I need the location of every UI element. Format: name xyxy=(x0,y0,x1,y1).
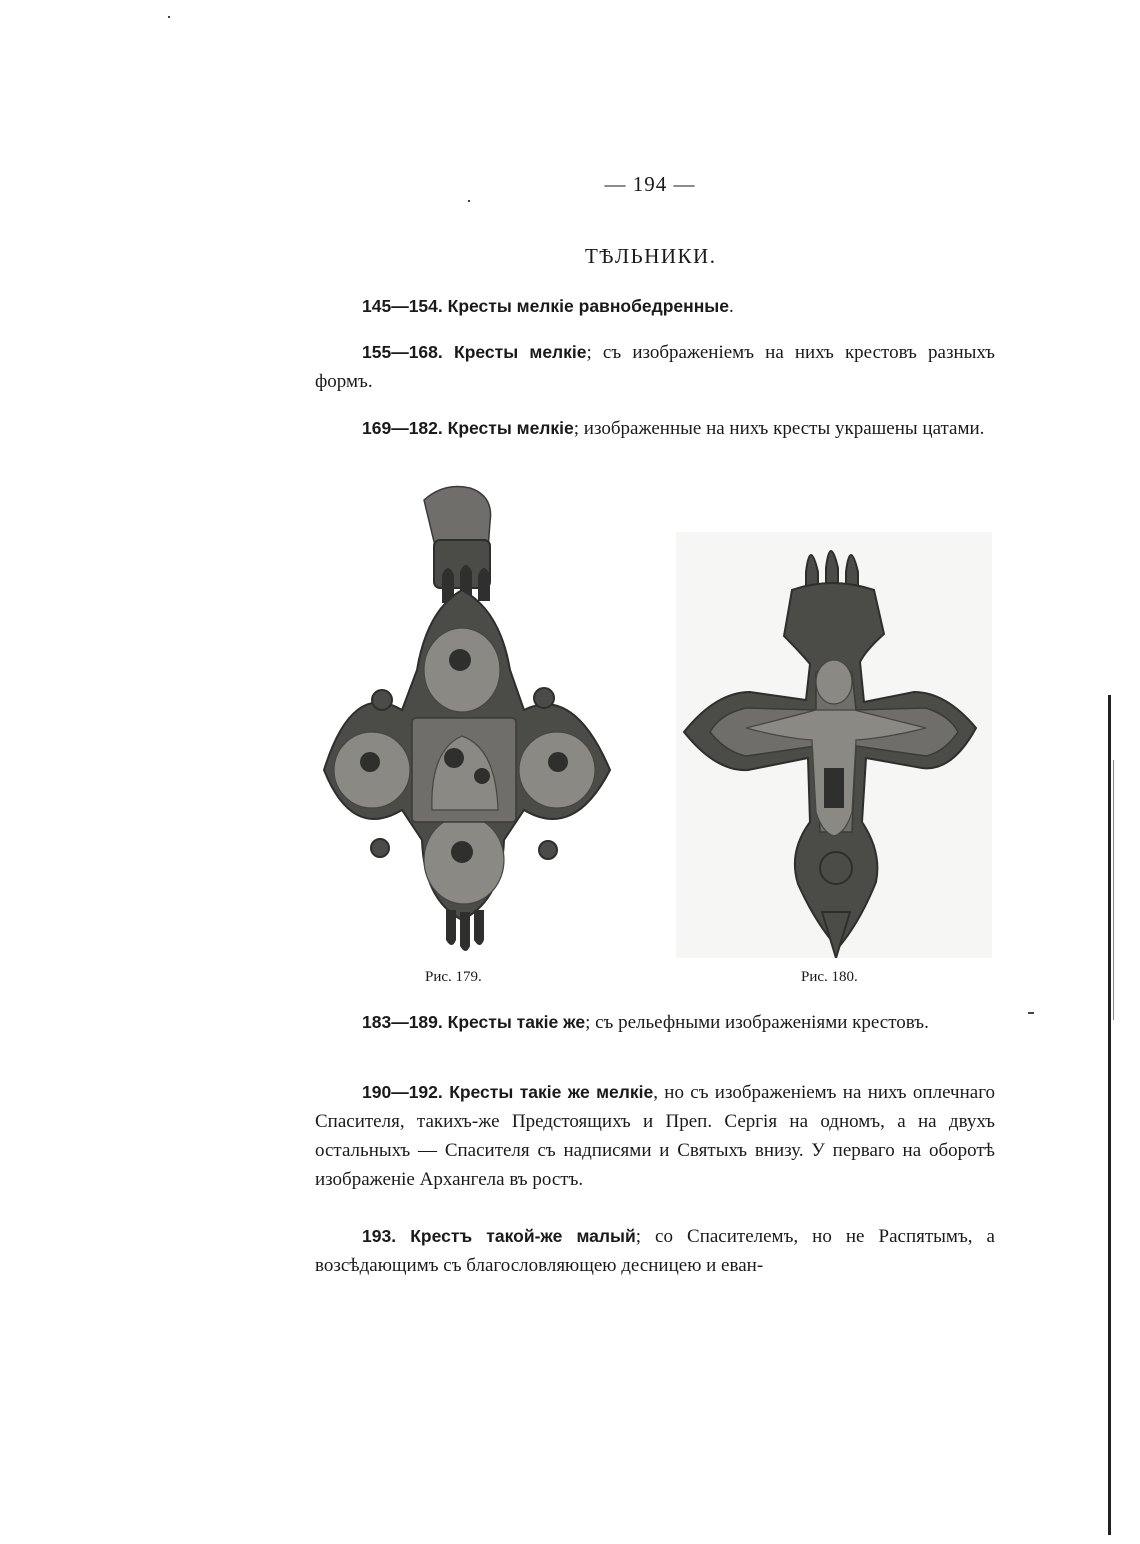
figure-179-caption: Рис. 179. xyxy=(425,969,482,985)
item-title: Кресты такіе же мелкіе xyxy=(449,1082,654,1102)
scan-speck xyxy=(1028,1012,1034,1014)
item-text: ; со Спасителемъ, но не Распятымъ, а возсѣдающимъ съ благословляющею десницею и еван- xyxy=(315,1226,995,1276)
item-text: . xyxy=(728,296,734,317)
item-number: 145—154 xyxy=(362,296,438,316)
item-number: 183—189 xyxy=(362,1012,438,1032)
item-text: , но съ изображеніемъ на нихъ оплечнаго Спасителя, такихъ-же Предстоящихъ и Преп. Сергія на одномъ, а на двухъ остальныхъ — Спасителя съ надписями и Святыхъ внизу. У перваго на оборотѣ изображеніе Архангела въ ростъ. xyxy=(315,1082,996,1190)
figure-180-caption: Рис. 180. xyxy=(801,969,858,985)
item-number: 193 xyxy=(362,1226,392,1246)
item-title: Крестъ такой-же малый xyxy=(410,1226,636,1246)
item-number: 155—168 xyxy=(362,342,438,362)
paragraph: 183—189. Кресты такіе же; съ рельефными изображеніями крестовъ. xyxy=(362,1012,929,1033)
page-number: — 194 — xyxy=(604,172,696,196)
cross-pendant-icon xyxy=(312,480,622,960)
item-text: ; съ изображеніемъ на нихъ крестовъ разныхъ формъ. xyxy=(315,342,995,392)
item-title: Кресты мелкіе xyxy=(447,418,574,438)
item-text: ; изображенные на нихъ кресты украшены цатами. xyxy=(573,418,985,439)
paragraph: 155—168. Кресты мелкіе; съ изображеніемъ на нихъ крестовъ разныхъ формъ. xyxy=(315,342,995,392)
item-text: ; съ рельефными изображеніями крестовъ. xyxy=(585,1012,929,1033)
section-title: ТѢЛЬНИКИ. xyxy=(585,244,717,268)
figure-179 xyxy=(312,480,622,960)
scan-edge-line xyxy=(1113,760,1114,1020)
item-number: 190—192 xyxy=(362,1082,438,1102)
paragraph: 169—182. Кресты мелкіе; изображенные на нихъ кресты украшены цатами. xyxy=(362,418,985,439)
paragraph: 145—154. Кресты мелкіе равнобедренные. xyxy=(362,296,734,317)
scan-edge-line xyxy=(1108,695,1111,1535)
paragraph: 190—192. Кресты такіе же мелкіе, но съ изображеніемъ на нихъ оплечнаго Спасителя, такихъ-же Предстоящихъ и Преп. Сергія на одномъ, а на двухъ остальныхъ — Спасителя съ надписями и Святыхъ внизу. У перваго на оборотѣ изображеніе Архангела въ ростъ. xyxy=(315,1082,996,1190)
item-number: 169—182 xyxy=(362,418,438,438)
scan-speck xyxy=(468,200,470,202)
item-title: Кресты такіе же xyxy=(447,1012,586,1032)
scan-speck xyxy=(168,16,170,18)
figure-180 xyxy=(676,532,992,958)
paragraph: 193. Крестъ такой-же малый; со Спасителемъ, но не Распятымъ, а возсѣдающимъ съ благословляющею десницею и еван- xyxy=(315,1226,995,1276)
item-title: Кресты мелкіе равнобедренные xyxy=(447,296,729,316)
item-title: Кресты мелкіе xyxy=(454,342,587,362)
crucifix-pendant-icon xyxy=(676,532,992,958)
